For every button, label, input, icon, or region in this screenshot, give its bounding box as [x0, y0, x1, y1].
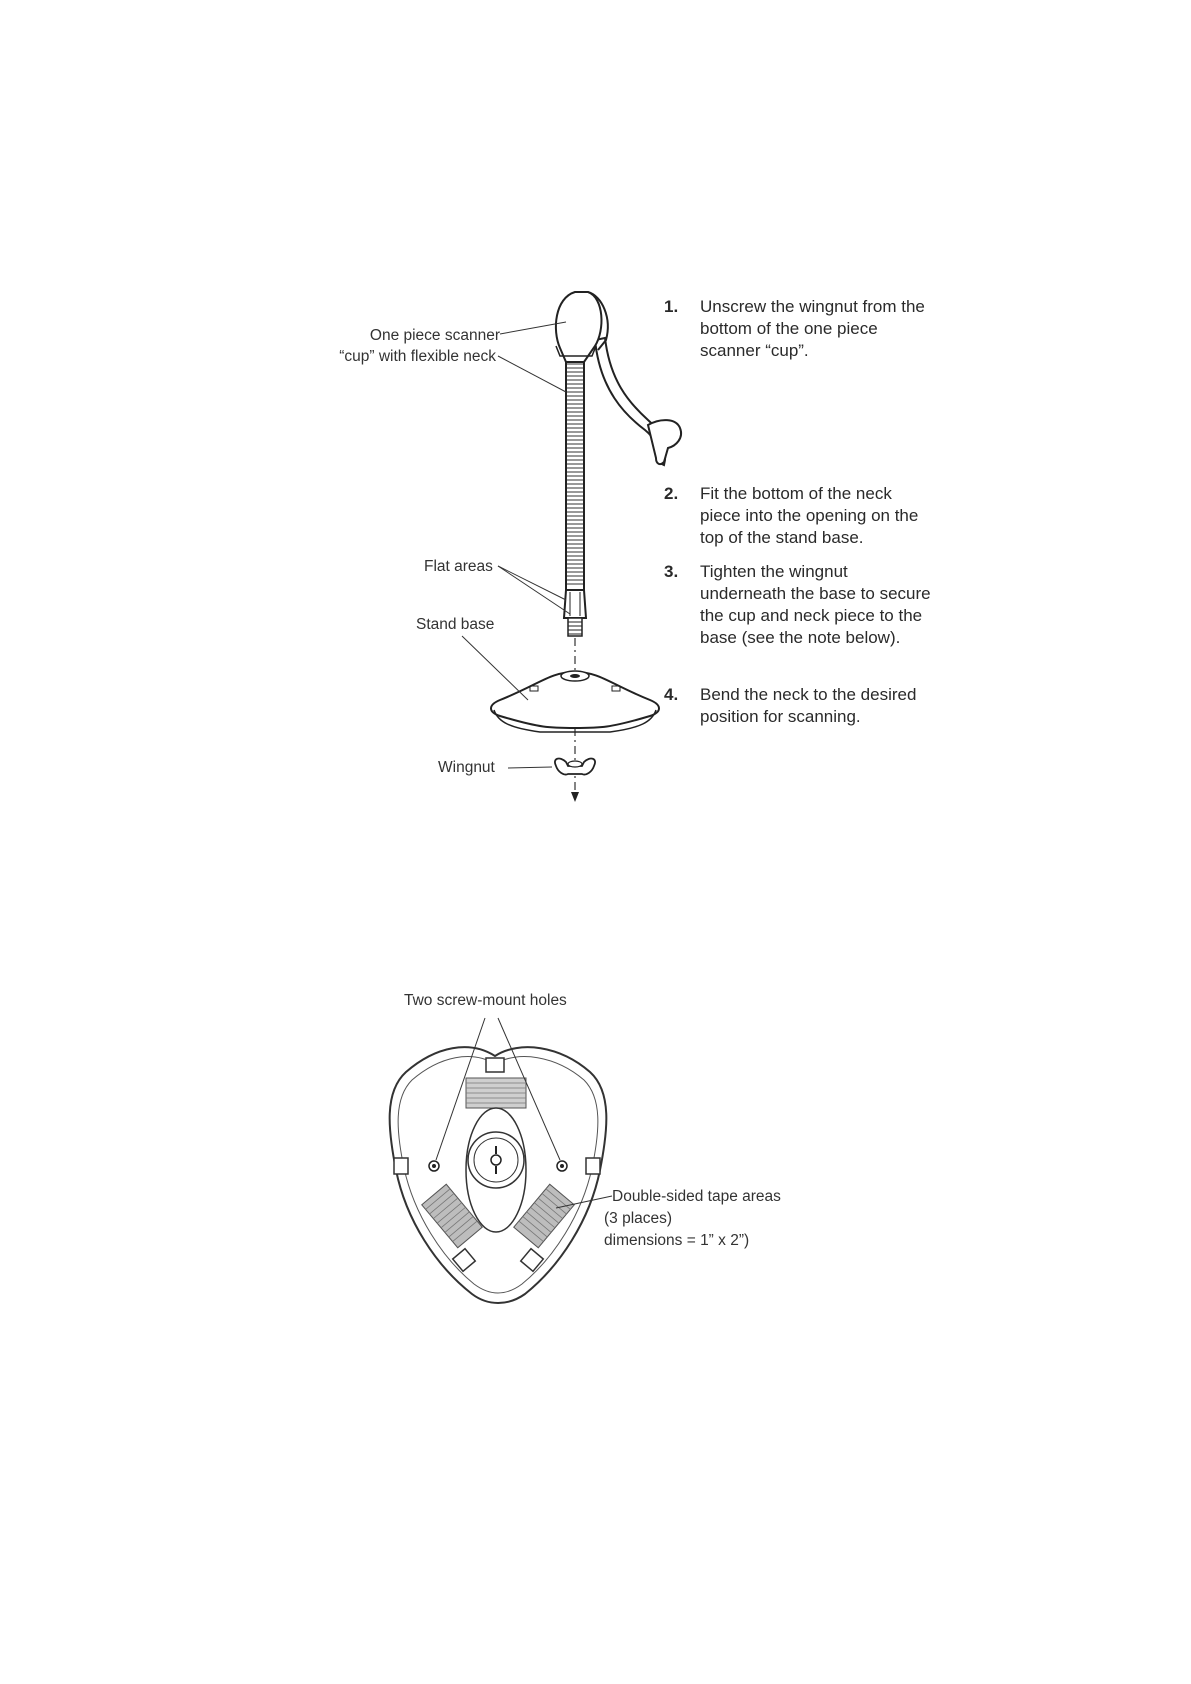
step-text: Fit the bottom of the neck piece into the opening on the top of the stand base.	[700, 484, 919, 547]
step-2	[664, 483, 934, 549]
step-3	[664, 561, 934, 649]
callout-wingnut: Wingnut	[438, 759, 495, 776]
right-tab	[586, 1158, 600, 1174]
step-number: 2.	[664, 484, 679, 503]
step-text: Unscrew the wingnut from the bottom of the one piece scanner “cup”.	[700, 297, 925, 360]
callout-stand-base: Stand base	[416, 616, 495, 633]
step-number: 4.	[664, 685, 679, 704]
callout-screw-holes: Two screw-mount holes	[404, 992, 567, 1009]
step-number: 3.	[664, 562, 679, 581]
step-text: Tighten the wingnut underneath the base to secure the cup and neck piece to the base (see the note below).	[700, 562, 931, 647]
callout-flat-areas: Flat areas	[424, 558, 493, 575]
callout-tape-line2: (3 places)	[604, 1210, 673, 1227]
callout-tape-line3: dimensions = 1” x 2”)	[604, 1232, 750, 1249]
top-tab	[486, 1058, 504, 1072]
step-number: 1.	[664, 297, 679, 316]
step-text: Bend the neck to the desired position for scanning.	[700, 685, 917, 726]
step-1	[664, 296, 934, 362]
callout-tape-line1: Double-sided tape areas	[612, 1188, 781, 1205]
step-4	[664, 684, 934, 728]
left-tab	[394, 1158, 408, 1174]
callout-cup-line1: One piece scanner	[369, 327, 500, 344]
callout-cup-line2: “cup” with flexible neck	[339, 348, 496, 365]
